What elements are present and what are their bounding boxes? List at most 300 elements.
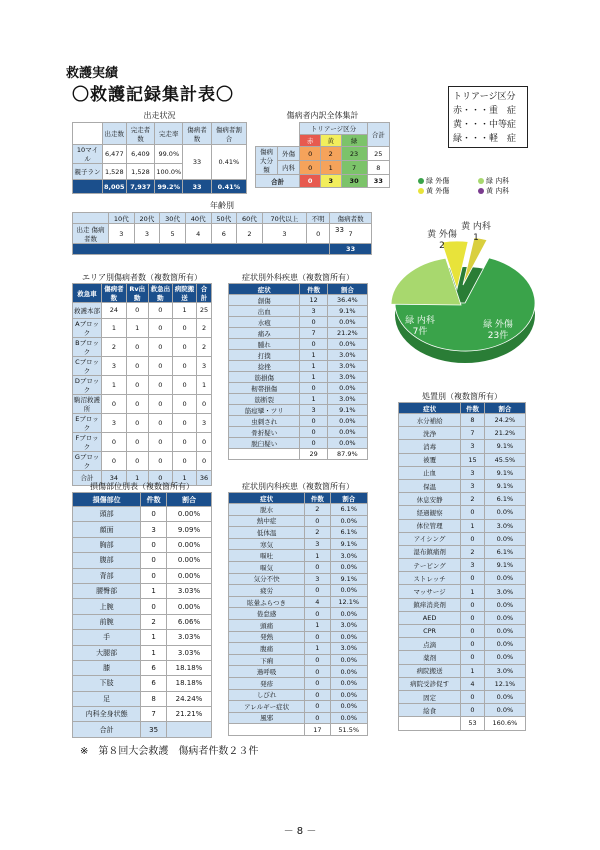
table-row xyxy=(73,303,212,319)
table-cell: 0.0% xyxy=(484,704,525,717)
table-cell: 7 xyxy=(330,224,372,244)
table-cell: 1 xyxy=(300,372,327,383)
breakdown-total: 30 xyxy=(341,175,367,188)
table-cell: 6,409 xyxy=(126,145,155,164)
table-cell: 0 xyxy=(172,356,196,375)
table-cell: 9.1% xyxy=(484,559,525,572)
table-cell: 0 xyxy=(197,432,212,451)
table-total-row xyxy=(399,717,526,730)
table-row xyxy=(229,701,368,713)
row-label: 湿布鎮痛剤 xyxy=(399,545,461,558)
column-header: 割合 xyxy=(484,403,525,414)
table-row xyxy=(229,643,368,655)
table-cell: 0 xyxy=(305,712,330,724)
column-header: 症状 xyxy=(229,284,300,295)
total-cell: 0 xyxy=(148,470,172,486)
table-cell: 18.18% xyxy=(166,660,211,675)
internal-table xyxy=(228,492,368,736)
table-cell: 0 xyxy=(148,413,172,432)
total-cell: 29 xyxy=(300,449,327,460)
table-total-row xyxy=(229,724,368,736)
table-cell: 0 xyxy=(126,303,148,319)
column-header: 救急車 xyxy=(73,284,102,303)
table-row xyxy=(229,416,368,427)
table-cell: 24.2% xyxy=(484,414,525,427)
table-row xyxy=(73,413,212,432)
table-row xyxy=(399,427,526,440)
table-row xyxy=(73,394,212,413)
dispatch-total: 99.2% xyxy=(155,180,183,194)
table-cell: 21.2% xyxy=(484,427,525,440)
table-row xyxy=(229,538,368,550)
table-cell: 0 xyxy=(300,317,327,328)
row-label: 腫れ xyxy=(229,339,300,350)
table-cell: 6 xyxy=(141,660,167,675)
table-cell: 2 xyxy=(102,337,127,356)
table-cell: 0 xyxy=(126,394,148,413)
table-cell: 2 xyxy=(461,545,485,558)
table-cell: 1 xyxy=(305,643,330,655)
table-row xyxy=(229,383,368,394)
section-heading: 救護実績 xyxy=(66,66,119,81)
table-cell: 0 xyxy=(172,375,196,394)
triage-legend-title: トリアージ区分 xyxy=(453,92,516,102)
pie-slice-label: 黄 外傷 2 xyxy=(427,230,457,251)
age-col: 10代 xyxy=(109,213,135,224)
legend-label: 緑 内科 xyxy=(486,177,510,185)
table-cell: 0 xyxy=(126,337,148,356)
table-row xyxy=(73,707,212,722)
table-cell: 6,477 xyxy=(103,145,127,164)
table-cell: 6.1% xyxy=(484,493,525,506)
table-row xyxy=(399,466,526,479)
table-cell: 0 xyxy=(141,537,167,552)
table-total-row xyxy=(229,449,368,460)
row-label: 嘔気 xyxy=(229,561,305,573)
breakdown-table xyxy=(255,122,390,188)
injury-caption: 損傷部位別表（複数箇所有） xyxy=(90,482,194,491)
row-label: 靭帯損傷 xyxy=(229,383,300,394)
table-cell: 18.18% xyxy=(166,676,211,691)
row-label: 発熱 xyxy=(229,631,305,643)
row-label: CPR xyxy=(399,625,461,638)
table-cell: 7 xyxy=(341,161,367,175)
row-label: 洗浄 xyxy=(399,427,461,440)
row-label: Fブロック xyxy=(73,432,102,451)
triage-legend-line: 緑・・・軽 症 xyxy=(453,134,517,144)
column-header: 救急出動 xyxy=(148,284,172,303)
age-table xyxy=(72,212,372,255)
total-cell: 160.6% xyxy=(484,717,525,730)
table-cell: 9.1% xyxy=(327,405,367,416)
table-row xyxy=(229,654,368,666)
age-row-label: 出走 傷病者数 xyxy=(73,224,109,244)
column-header: 症状 xyxy=(399,403,461,414)
table-cell: 3 xyxy=(461,559,485,572)
table-cell: 1 xyxy=(141,583,167,598)
pie-legend-item xyxy=(418,176,478,186)
breakdown-col: 赤 xyxy=(300,135,321,147)
table-cell: 0 xyxy=(172,394,196,413)
age-caption: 年齢別 xyxy=(210,201,234,210)
table-cell: 3.03% xyxy=(166,645,211,660)
table-cell: 0 xyxy=(126,451,148,470)
table-cell: 0 xyxy=(148,337,172,356)
table-cell: 0 xyxy=(307,224,330,244)
table-row xyxy=(73,676,212,691)
dispatch-row-label: 10マイル xyxy=(73,145,103,164)
row-label: Aブロック xyxy=(73,318,102,337)
row-label: 痛み xyxy=(229,328,300,339)
table-cell: 0.0% xyxy=(484,625,525,638)
total-cell: 34 xyxy=(102,470,127,486)
row-label: 病院受診促す xyxy=(399,677,461,690)
table-cell: 0.0% xyxy=(484,532,525,545)
row-label: 筋損傷 xyxy=(229,372,300,383)
table-cell: 3.0% xyxy=(484,664,525,677)
dispatch-header: 完走者数 xyxy=(126,123,155,145)
table-cell: 0.0% xyxy=(330,666,368,678)
table-cell: 1 xyxy=(305,550,330,562)
table-row xyxy=(229,608,368,620)
table-cell: 5 xyxy=(160,224,186,244)
table-row xyxy=(229,619,368,631)
row-label: しびれ xyxy=(229,689,305,701)
column-header: 件数 xyxy=(300,284,327,295)
legend-swatch xyxy=(418,188,424,194)
table-row xyxy=(229,405,368,416)
table-row xyxy=(399,585,526,598)
table-cell: 0.00% xyxy=(166,568,211,583)
row-label: 捻挫 xyxy=(229,361,300,372)
table-row xyxy=(229,339,368,350)
table-cell: 0.0% xyxy=(484,690,525,703)
table-cell: 1 xyxy=(461,519,485,532)
table-cell: 24 xyxy=(102,303,127,319)
table-cell: 2 xyxy=(237,224,263,244)
table-cell: 2 xyxy=(141,614,167,629)
table-cell: 3 xyxy=(305,538,330,550)
table-cell: 3 xyxy=(197,356,212,375)
table-row xyxy=(399,414,526,427)
table-cell: 0 xyxy=(461,625,485,638)
row-label: 骨折疑い xyxy=(229,427,300,438)
table-row xyxy=(399,625,526,638)
legend-label: 黄 内科 xyxy=(486,187,510,195)
breakdown-caption: 傷病者内訳全体集計 xyxy=(286,111,359,120)
row-label: 固定 xyxy=(399,690,461,703)
table-cell: 0 xyxy=(461,638,485,651)
table-cell: 0 xyxy=(172,318,196,337)
table-cell: 23 xyxy=(341,147,367,161)
table-row xyxy=(73,337,212,356)
legend-swatch xyxy=(478,188,484,194)
table-cell: 12.1% xyxy=(484,677,525,690)
table-row xyxy=(73,507,212,522)
table-total-row xyxy=(73,722,212,737)
table-row xyxy=(399,493,526,506)
table-row xyxy=(73,553,212,568)
table-row xyxy=(229,515,368,527)
table-row xyxy=(399,453,526,466)
row-label: Dブロック xyxy=(73,375,102,394)
table-cell: 6.1% xyxy=(484,545,525,558)
table-row xyxy=(73,451,212,470)
column-header: 件数 xyxy=(305,493,330,504)
table-cell: 0 xyxy=(461,651,485,664)
table-row xyxy=(399,506,526,519)
table-cell: 9.1% xyxy=(484,466,525,479)
pie-slice-label: 黄 内科 1 xyxy=(461,222,491,243)
table-cell: 0 xyxy=(461,611,485,624)
age-count: 33 xyxy=(335,226,344,234)
row-label: 筋断裂 xyxy=(229,394,300,405)
table-row xyxy=(399,559,526,572)
table-row xyxy=(399,664,526,677)
table-row xyxy=(399,611,526,624)
table-cell: 0 xyxy=(305,677,330,689)
table-cell: 8 xyxy=(367,161,389,175)
dispatch-row-label: 親子ラン xyxy=(73,164,103,180)
table-cell: 1 xyxy=(300,361,327,372)
table-cell: 3 xyxy=(141,522,167,537)
table-row xyxy=(399,440,526,453)
total-cell: 36 xyxy=(197,470,212,486)
table-row xyxy=(229,573,368,585)
table-cell: 12.1% xyxy=(330,596,368,608)
table-cell: 0.0% xyxy=(484,651,525,664)
breakdown-group: 傷病 大分類 xyxy=(256,147,278,175)
table-row xyxy=(229,317,368,328)
table-cell: 1 xyxy=(141,630,167,645)
row-label: 上腕 xyxy=(73,599,141,614)
dispatch-total: 7,937 xyxy=(126,180,155,194)
row-label: 薬剤 xyxy=(399,651,461,664)
table-cell: 6.1% xyxy=(330,504,368,516)
row-label: 水疱 xyxy=(229,317,300,328)
row-label: 顔面 xyxy=(73,522,141,537)
row-label: 保温 xyxy=(399,479,461,492)
area-caption: エリア別傷病者数（複数箇所有） xyxy=(82,273,202,282)
column-header: Rv出動 xyxy=(126,284,148,303)
dispatch-header: 傷病者数 xyxy=(183,123,212,145)
table-row xyxy=(399,519,526,532)
table-cell: 0 xyxy=(126,413,148,432)
table-cell: 36.4% xyxy=(327,295,367,306)
table-cell: 0 xyxy=(300,427,327,438)
table-cell: 0 xyxy=(300,161,321,175)
table-cell: 8 xyxy=(461,414,485,427)
table-cell: 1 xyxy=(305,619,330,631)
table-cell: 0 xyxy=(141,568,167,583)
row-label: 眩暈ふらつき xyxy=(229,596,305,608)
breakdown-col: 合計 xyxy=(367,123,389,147)
pie-legend xyxy=(418,176,538,196)
table-cell: 9.1% xyxy=(484,440,525,453)
table-cell: 0 xyxy=(148,451,172,470)
legend-swatch xyxy=(418,178,424,184)
age-col: 30代 xyxy=(160,213,186,224)
table-cell: 25 xyxy=(197,303,212,319)
table-row xyxy=(399,532,526,545)
table-cell: 3 xyxy=(300,405,327,416)
table-row xyxy=(73,614,212,629)
table-cell: 0 xyxy=(172,337,196,356)
row-label: 点滴 xyxy=(399,638,461,651)
table-cell: 0 xyxy=(305,654,330,666)
table-cell: 0.00% xyxy=(166,599,211,614)
table-cell: 2 xyxy=(320,147,341,161)
external-table xyxy=(228,283,368,460)
table-cell: 0 xyxy=(300,147,321,161)
total-cell: 合計 xyxy=(73,722,141,737)
table-cell: 0 xyxy=(461,704,485,717)
row-label: 背部 xyxy=(73,568,141,583)
dispatch-total: 33 xyxy=(183,180,212,194)
row-label: 手 xyxy=(73,630,141,645)
table-cell: 1,528 xyxy=(126,164,155,180)
table-cell: 1 xyxy=(102,375,127,394)
table-cell: 99.0% xyxy=(155,145,183,164)
table-cell: 1 xyxy=(320,161,341,175)
breakdown-row-label: 外傷 xyxy=(278,147,300,161)
footnote: ※ 第８回大会救護 傷病者件数２３件 xyxy=(80,746,259,757)
table-cell: 15 xyxy=(461,453,485,466)
injury-table xyxy=(72,492,212,738)
table-row xyxy=(73,375,212,394)
table-cell: 1 xyxy=(172,303,196,319)
row-label: 低体温 xyxy=(229,527,305,539)
row-label: Eブロック xyxy=(73,413,102,432)
row-label: 過呼吸 xyxy=(229,666,305,678)
table-cell: 3.03% xyxy=(166,630,211,645)
row-label: 熱中症 xyxy=(229,515,305,527)
table-cell: 0.0% xyxy=(330,712,368,724)
table-row xyxy=(229,328,368,339)
external-caption: 症状別外科疾患（複数箇所有） xyxy=(242,273,354,282)
row-label: アイシング xyxy=(399,532,461,545)
table-row xyxy=(229,438,368,449)
table-row xyxy=(73,568,212,583)
column-header: 件数 xyxy=(141,493,167,507)
table-cell: 3 xyxy=(461,440,485,453)
table-cell: 7 xyxy=(141,707,167,722)
row-label: 倦怠感 xyxy=(229,608,305,620)
page-title: 〇救護記録集計表〇 xyxy=(72,85,234,105)
dispatch-table xyxy=(72,122,247,194)
table-cell: 1 xyxy=(126,318,148,337)
table-cell: 3 xyxy=(262,224,306,244)
table-cell: 9.1% xyxy=(330,573,368,585)
treatment-table xyxy=(398,402,526,731)
row-label: 救護本部 xyxy=(73,303,102,319)
table-cell: 0.0% xyxy=(484,598,525,611)
table-cell: 33 xyxy=(183,145,212,180)
row-label: 休息安静 xyxy=(399,493,461,506)
table-row xyxy=(73,583,212,598)
table-cell: 1 xyxy=(102,318,127,337)
table-cell: 3.0% xyxy=(484,519,525,532)
internal-caption: 症状別内科疾患（複数箇所有） xyxy=(242,482,354,491)
table-cell: 0 xyxy=(461,506,485,519)
table-row xyxy=(73,432,212,451)
row-label: 前腕 xyxy=(73,614,141,629)
triage-legend xyxy=(448,86,528,148)
table-header-row xyxy=(73,493,212,507)
table-cell: 24.24% xyxy=(166,691,211,706)
table-cell: 100.0% xyxy=(155,164,183,180)
total-cell: 1 xyxy=(126,470,148,486)
table-cell: 0.0% xyxy=(330,515,368,527)
column-header: 損傷部位 xyxy=(73,493,141,507)
age-total: 33 xyxy=(330,244,372,255)
legend-label: 緑 外傷 xyxy=(426,177,450,185)
table-cell: 0 xyxy=(102,451,127,470)
total-cell xyxy=(166,722,211,737)
row-label: 内科全身状態 xyxy=(73,707,141,722)
row-label: 気分不快 xyxy=(229,573,305,585)
table-row xyxy=(73,630,212,645)
table-row xyxy=(399,598,526,611)
table-row xyxy=(229,527,368,539)
row-label: 下肢 xyxy=(73,676,141,691)
table-row xyxy=(73,522,212,537)
table-cell: 3.0% xyxy=(330,619,368,631)
row-label: 頭部 xyxy=(73,507,141,522)
table-cell: 25 xyxy=(367,147,389,161)
table-cell: 0.41% xyxy=(211,145,246,180)
row-label: 頭痛 xyxy=(229,619,305,631)
row-label: テーピング xyxy=(399,559,461,572)
column-header: 病院搬送 xyxy=(172,284,196,303)
total-cell: 87.9% xyxy=(327,449,367,460)
table-cell: 7 xyxy=(461,427,485,440)
table-row xyxy=(399,690,526,703)
row-label: 腰臀部 xyxy=(73,583,141,598)
table-cell: 0 xyxy=(172,413,196,432)
table-cell: 1 xyxy=(300,394,327,405)
row-label: 創傷 xyxy=(229,295,300,306)
table-cell: 0 xyxy=(141,507,167,522)
table-cell: 4 xyxy=(185,224,211,244)
table-row xyxy=(229,677,368,689)
table-cell: 1 xyxy=(461,664,485,677)
legend-swatch xyxy=(478,178,484,184)
area-table xyxy=(72,283,212,486)
row-label: 下痢 xyxy=(229,654,305,666)
row-label: 消毒 xyxy=(399,440,461,453)
table-cell: 45.5% xyxy=(484,453,525,466)
age-col: 70代以上 xyxy=(262,213,306,224)
table-cell: 6 xyxy=(141,676,167,691)
row-label: 脱水 xyxy=(229,504,305,516)
table-cell: 0.0% xyxy=(330,677,368,689)
row-label: 水分補給 xyxy=(399,414,461,427)
dispatch-total: 8,005 xyxy=(103,180,127,194)
row-label: 打撲 xyxy=(229,350,300,361)
table-row xyxy=(229,550,368,562)
row-label: 嘔吐 xyxy=(229,550,305,562)
total-cell: 51.5% xyxy=(330,724,368,736)
table-row xyxy=(229,427,368,438)
table-cell: 0 xyxy=(148,303,172,319)
table-cell: 0 xyxy=(305,515,330,527)
triage-legend-line: 赤・・・重 症 xyxy=(453,106,517,116)
row-label: Bブロック xyxy=(73,337,102,356)
table-cell: 0 xyxy=(300,438,327,449)
table-row xyxy=(399,651,526,664)
row-label: 病院搬送 xyxy=(399,664,461,677)
